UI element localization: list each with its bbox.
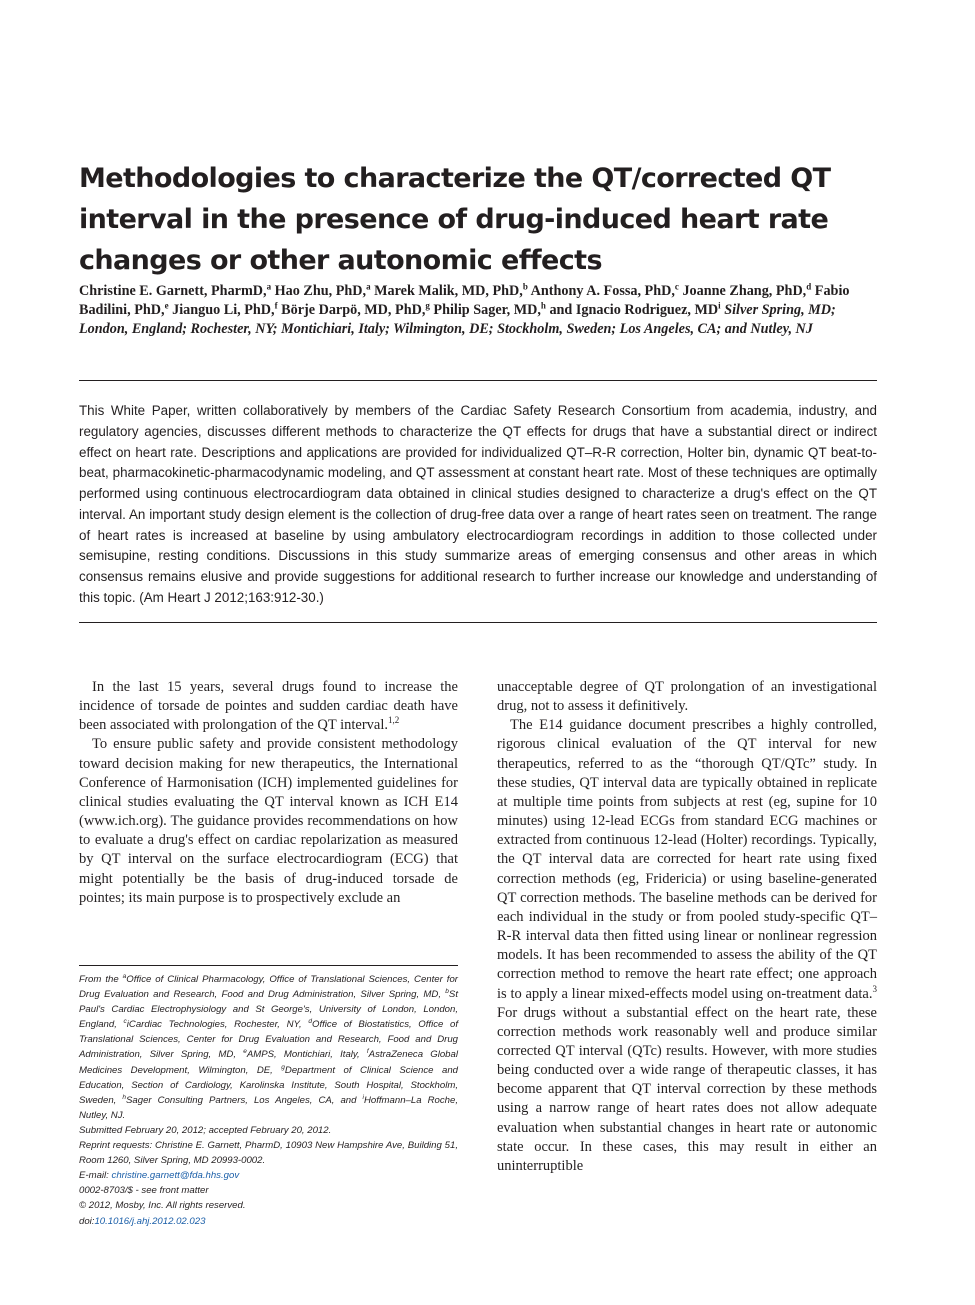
body-column-left <box>79 678 458 908</box>
copyright-line: © 2012, Mosby, Inc. All rights reserved. <box>79 1200 246 1212</box>
author-locations: Silver Spring, MD; London, England; Rochester, NY; Montichiari, Italy; Wilmington, DE; Stockholm, Sweden; Los Angeles, CA; and Nutley, NJ <box>79 302 836 337</box>
email-label: E-mail: <box>79 1170 112 1182</box>
author-names: Christine E. Garnett, PharmD,$^a$ Hao Zhu, PhD,$^a$ Marek Malik, MD, PhD,$^b$ Anthony A. Fossa, PhD,$^c$ Joanne Zhang, PhD,$^d$ Fabio Badilini, PhD,$^e$ Jianguo Li, PhD,$^f$ Börje Darpö, MD, PhD,$^g$ Philip Sager, MD,$^h$ and Ignacio Rodriguez, $MD^i$ <box>79 281 850 318</box>
author-name: Philip Sager, MD, <box>433 302 541 318</box>
affiliation-mark: f <box>366 1048 369 1056</box>
article-title: Methodologies to characterize the QT/corrected QT interval in the presence of drug-induced heart rate changes or other autonomic effects <box>79 163 831 276</box>
paragraph-text: In the last 15 years, several drugs found to increase the incidence of torsade de pointes and sudden cardiac death have been associated with prolongation of the QT interval. <box>79 679 458 734</box>
abstract-bottom-rule <box>79 622 877 623</box>
affiliation-mark: g <box>281 1063 285 1071</box>
author-affiliation-mark: b <box>522 281 528 292</box>
author-name: Christine E. Garnett, PharmD, <box>79 283 267 299</box>
email-link[interactable]: christine.garnett@fda.hhs.gov <box>111 1170 240 1182</box>
affiliation-text: St Paul's Cardiac Electrophysiology and St George's, University of London, London, England, <box>79 989 458 1031</box>
affiliations <box>79 972 458 1123</box>
doi-link[interactable]: 10.1016/j.ahj.2012.02.023 <box>94 1215 206 1227</box>
author-name: Anthony A. Fossa, PhD, <box>530 283 675 299</box>
affiliation-text: AMPS, Montichiari, Italy, <box>246 1049 367 1061</box>
author-affiliation-mark: d <box>806 281 812 292</box>
author-name: Marek Malik, MD, PhD, <box>374 283 523 299</box>
author-affiliation-mark: h <box>540 300 546 311</box>
submitted-note: Submitted February 20, 2012; accepted February 20, 2012. <box>79 1124 332 1136</box>
author-name: Joanne Zhang, PhD, <box>682 283 807 299</box>
author-affiliation-mark: e <box>164 300 169 311</box>
author-affiliation-mark: g <box>425 300 430 311</box>
affiliation-text: Office of Biostatistics, Office of Translational Sciences, Center for Drug Evaluation and Research, Food and Drug Administration, Silver Spring, MD, <box>79 1019 459 1061</box>
affiliation-text: iCardiac Technologies, Rochester, NY, <box>126 1019 309 1031</box>
paragraph-text: unacceptable degree of QT prolongation of an investigational drug, not to assess it definitively. <box>497 679 877 715</box>
author-affiliation-mark: a <box>266 281 272 292</box>
affiliation-mark: e <box>243 1048 247 1056</box>
reprint-requests: Reprint requests: Christine E. Garnett, PharmD, 10903 New Hampshire Ave, Building 51, Room 1260, Silver Spring, MD 20993-0002. <box>79 1140 458 1167</box>
author-affiliation-mark: c <box>674 281 679 292</box>
citation-ref[interactable]: 3 <box>872 983 877 994</box>
affiliation-mark: c <box>123 1018 127 1026</box>
body-column-right <box>497 678 877 1176</box>
body-paragraph <box>497 716 877 1176</box>
affiliation-text: Office of Clinical Pharmacology, Office of Translational Sciences, Center for Drug Evaluation and Research, Food and Drug Administration, Silver Spring, MD, <box>79 974 458 1001</box>
affiliation-mark: h <box>122 1093 126 1101</box>
footnotes <box>79 972 458 1229</box>
author-name: Hao Zhu, PhD, <box>274 283 367 299</box>
affiliation-mark: i <box>362 1093 364 1101</box>
author-list <box>79 282 879 339</box>
doi-line <box>79 1214 458 1229</box>
affiliation-text: AstraZeneca Global Medicines Development, Wilmington, DE, <box>79 1049 458 1076</box>
author-affiliation-mark: a <box>366 281 371 292</box>
affiliation-text: Department of Clinical Science and Education, Section of Cardiology, Karolinska Institute, South Hospital, Stockholm, Sweden, <box>79 1064 458 1106</box>
author-name: Fabio Badilini, PhD, <box>79 283 850 318</box>
author-name: Jianguo Li, PhD, <box>172 302 275 318</box>
doi-label: doi: <box>79 1215 95 1227</box>
affiliation-mark: d <box>308 1018 312 1026</box>
paragraph-text: To ensure public safety and provide consistent methodology toward decision making for new therapeutics, the International Conference of Harmonisation (ICH) implemented guidelines for clinical studies evaluating the QT interval known as ICH E14 (www.ich.org). The guidance provides recommendations on how to evaluate a drug's effect on cardiac repolarization as measured by QT interval on the surface electrocardiogram (ECG) that might potentially be the basis of drug-induced torsade de pointes; its main purpose is to prospectively exclude an <box>79 736 458 906</box>
affiliation-mark: a <box>122 972 127 980</box>
email-line <box>79 1168 458 1183</box>
affiliation-text: Hoffmann–La Roche, Nutley, NJ. <box>79 1094 458 1121</box>
body-paragraph <box>79 678 458 735</box>
author-name: Börje Darpö, MD, PhD, <box>281 302 426 318</box>
paragraph-text: The E14 guidance document prescribes a highly controlled, rigorous clinical evaluation of the QT interval for new therapeutics, referred to as the “thorough QT/QTc” study. In these studies, QT interval data are typically obtained in replicate at multiple time points from subjects at rest (eg, supine for 10 minutes) using 12-lead ECGs from standard ECG machines or extracted from continuous 12-lead (Holter) recordings. Typically, the QT interval data are corrected for heart rate using fixed correction methods (eg, Fridericia) or using baseline-generated QT correction methods. The baseline methods can be derived for each individual in the study or from pooled study-specific QT–R-R interval data then fitted using linear or nonlinear regression models. It has been recommended to assess the ability of the QT correction method to remove the heart rate effect; one approach is to apply a linear mixed-effects model using on-treatment data. <box>497 717 877 1002</box>
author-affiliation-mark: f <box>274 300 278 311</box>
body-paragraph <box>497 678 877 716</box>
affiliation-mark: b <box>445 987 449 995</box>
citation-ref[interactable]: 1,2 <box>387 715 400 726</box>
issn-line: 0002-8703/$ - see front matter <box>79 1185 209 1197</box>
affiliation-text: Sager Consulting Partners, Los Angeles, CA, and <box>126 1094 363 1106</box>
affiliation-text: From the <box>79 974 123 985</box>
abstract-top-rule <box>79 380 877 381</box>
body-paragraph <box>79 735 458 907</box>
author-name: Ignacio Rodriguez, MD <box>575 302 719 318</box>
author-affiliation-mark: i <box>718 300 721 311</box>
abstract: This White Paper, written collaboratively by members of the Cardiac Safety Research Consortium from academia, industry, and regulatory agencies, discusses different methods to characterize the QT effects for drugs that have a substantial direct or indirect effect on heart rate. Descriptions and applications are provided for individualized QT–R-R correction, Holter bin, dynamic QT beat-to-beat, pharmacokinetic-pharmacodynamic modeling, and QT assessment at constant heart rate. Most of these techniques are optimally performed using continuous electrocardiogram data obtained in clinical studies designed to characterize a drug's effect on the QT interval. An important study design element is the collection of drug-free data over a range of heart rates seen on treatment. The range of heart rates is increased at baseline by using ambulatory electrocardiogram recordings in addition to those collected under semisupine, resting conditions. Discussions in this study summarize areas of emerging consensus and other areas in which consensus remains elusive and provide suggestions for additional research to further increase our knowledge and understanding of this topic. (Am Heart J 2012;163:912-30.) <box>79 403 877 605</box>
paragraph-text: For drugs without a substantial effect on the heart rate, these correction methods work reasonably well and produce similar corrected QT interval (QTc) results. However, with more studies being conducted over a wide range of therapeutic classes, it has become apparent that QT interval correction by these methods using a narrow range of heart rates does not allow adequate evaluation when substantial changes in heart rate or autonomic state occur. In these cases, this may result in either an uninterruptible <box>497 1004 877 1174</box>
footnote-rule <box>79 965 458 966</box>
